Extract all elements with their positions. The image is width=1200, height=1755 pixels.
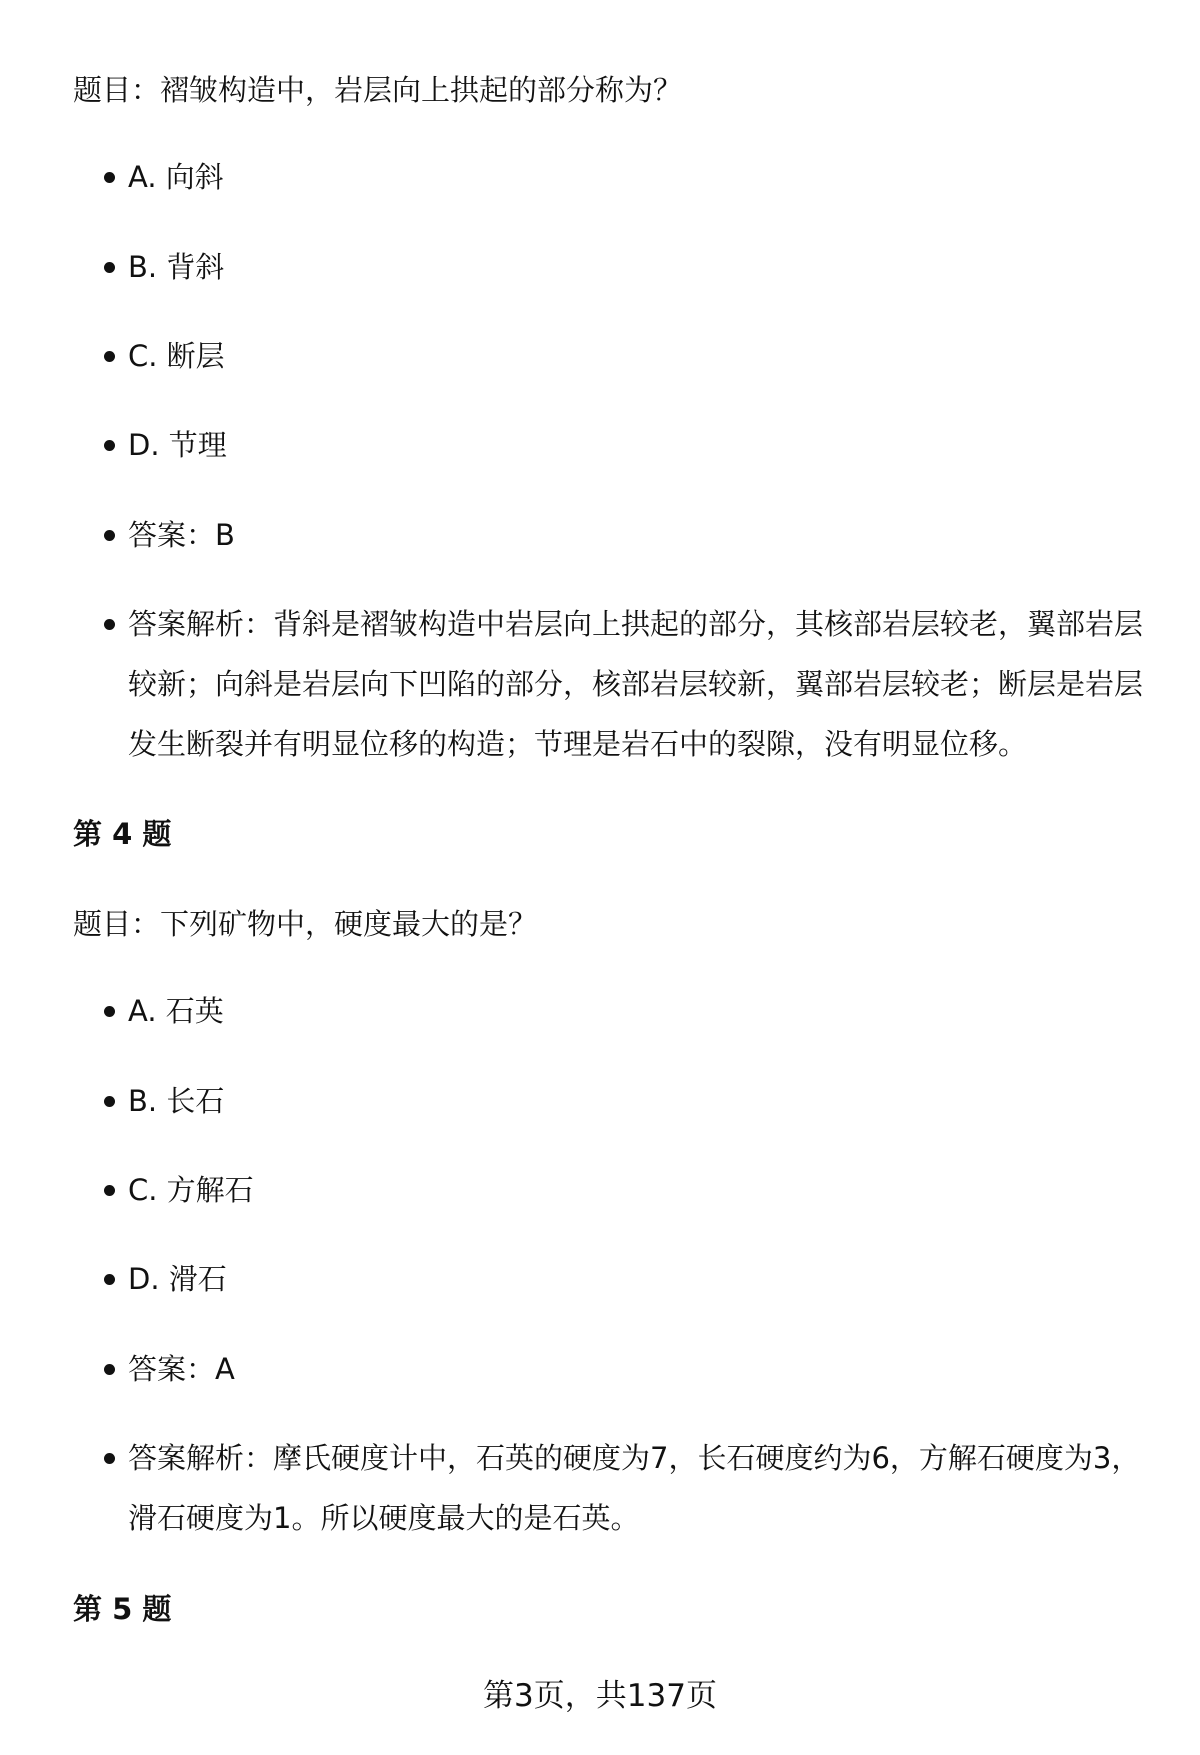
question-3-text: 题目：褶皱构造中，岩层向上拱起的部分称为？ [73, 73, 683, 107]
question-3-option-a: A. 向斜 [128, 147, 1148, 207]
question-3-answer: 答案：B [128, 505, 1148, 565]
question-4-option-a: A. 石英 [128, 981, 1148, 1041]
question-3-option-c: C. 断层 [128, 326, 1148, 386]
page-number: 第3页，共137页 [483, 1678, 717, 1714]
question-4-option-c: C. 方解石 [128, 1160, 1148, 1220]
question-3-explanation: 答案解析：背斜是褶皱构造中岩层向上拱起的部分，其核部岩层较老，翼部岩层较新；向斜是岩层向下凹陷的部分，核部岩层较新，翼部岩层较老；断层是岩层发生断裂并有明显位移的构造；节理是岩石中的裂隙，没有明显位移。 [128, 594, 1148, 774]
question-4-option-d: D. 滑石 [128, 1249, 1148, 1309]
question-4-explanation: 答案解析：摩氏硬度计中，石英的硬度为7，长石硬度约为6，方解石硬度为3，滑石硬度为1。所以硬度最大的是石英。 [128, 1428, 1148, 1548]
question-4-answer: 答案：A [128, 1339, 1148, 1399]
question-4-heading: 第 4 题 [73, 817, 172, 851]
question-3-option-d: D. 节理 [128, 415, 1148, 475]
question-4-option-b: B. 长石 [128, 1071, 1148, 1131]
question-4-text: 题目：下列矿物中，硬度最大的是？ [73, 907, 538, 941]
question-3-option-b: B. 背斜 [128, 237, 1148, 297]
question-5-heading: 第 5 题 [73, 1592, 172, 1626]
